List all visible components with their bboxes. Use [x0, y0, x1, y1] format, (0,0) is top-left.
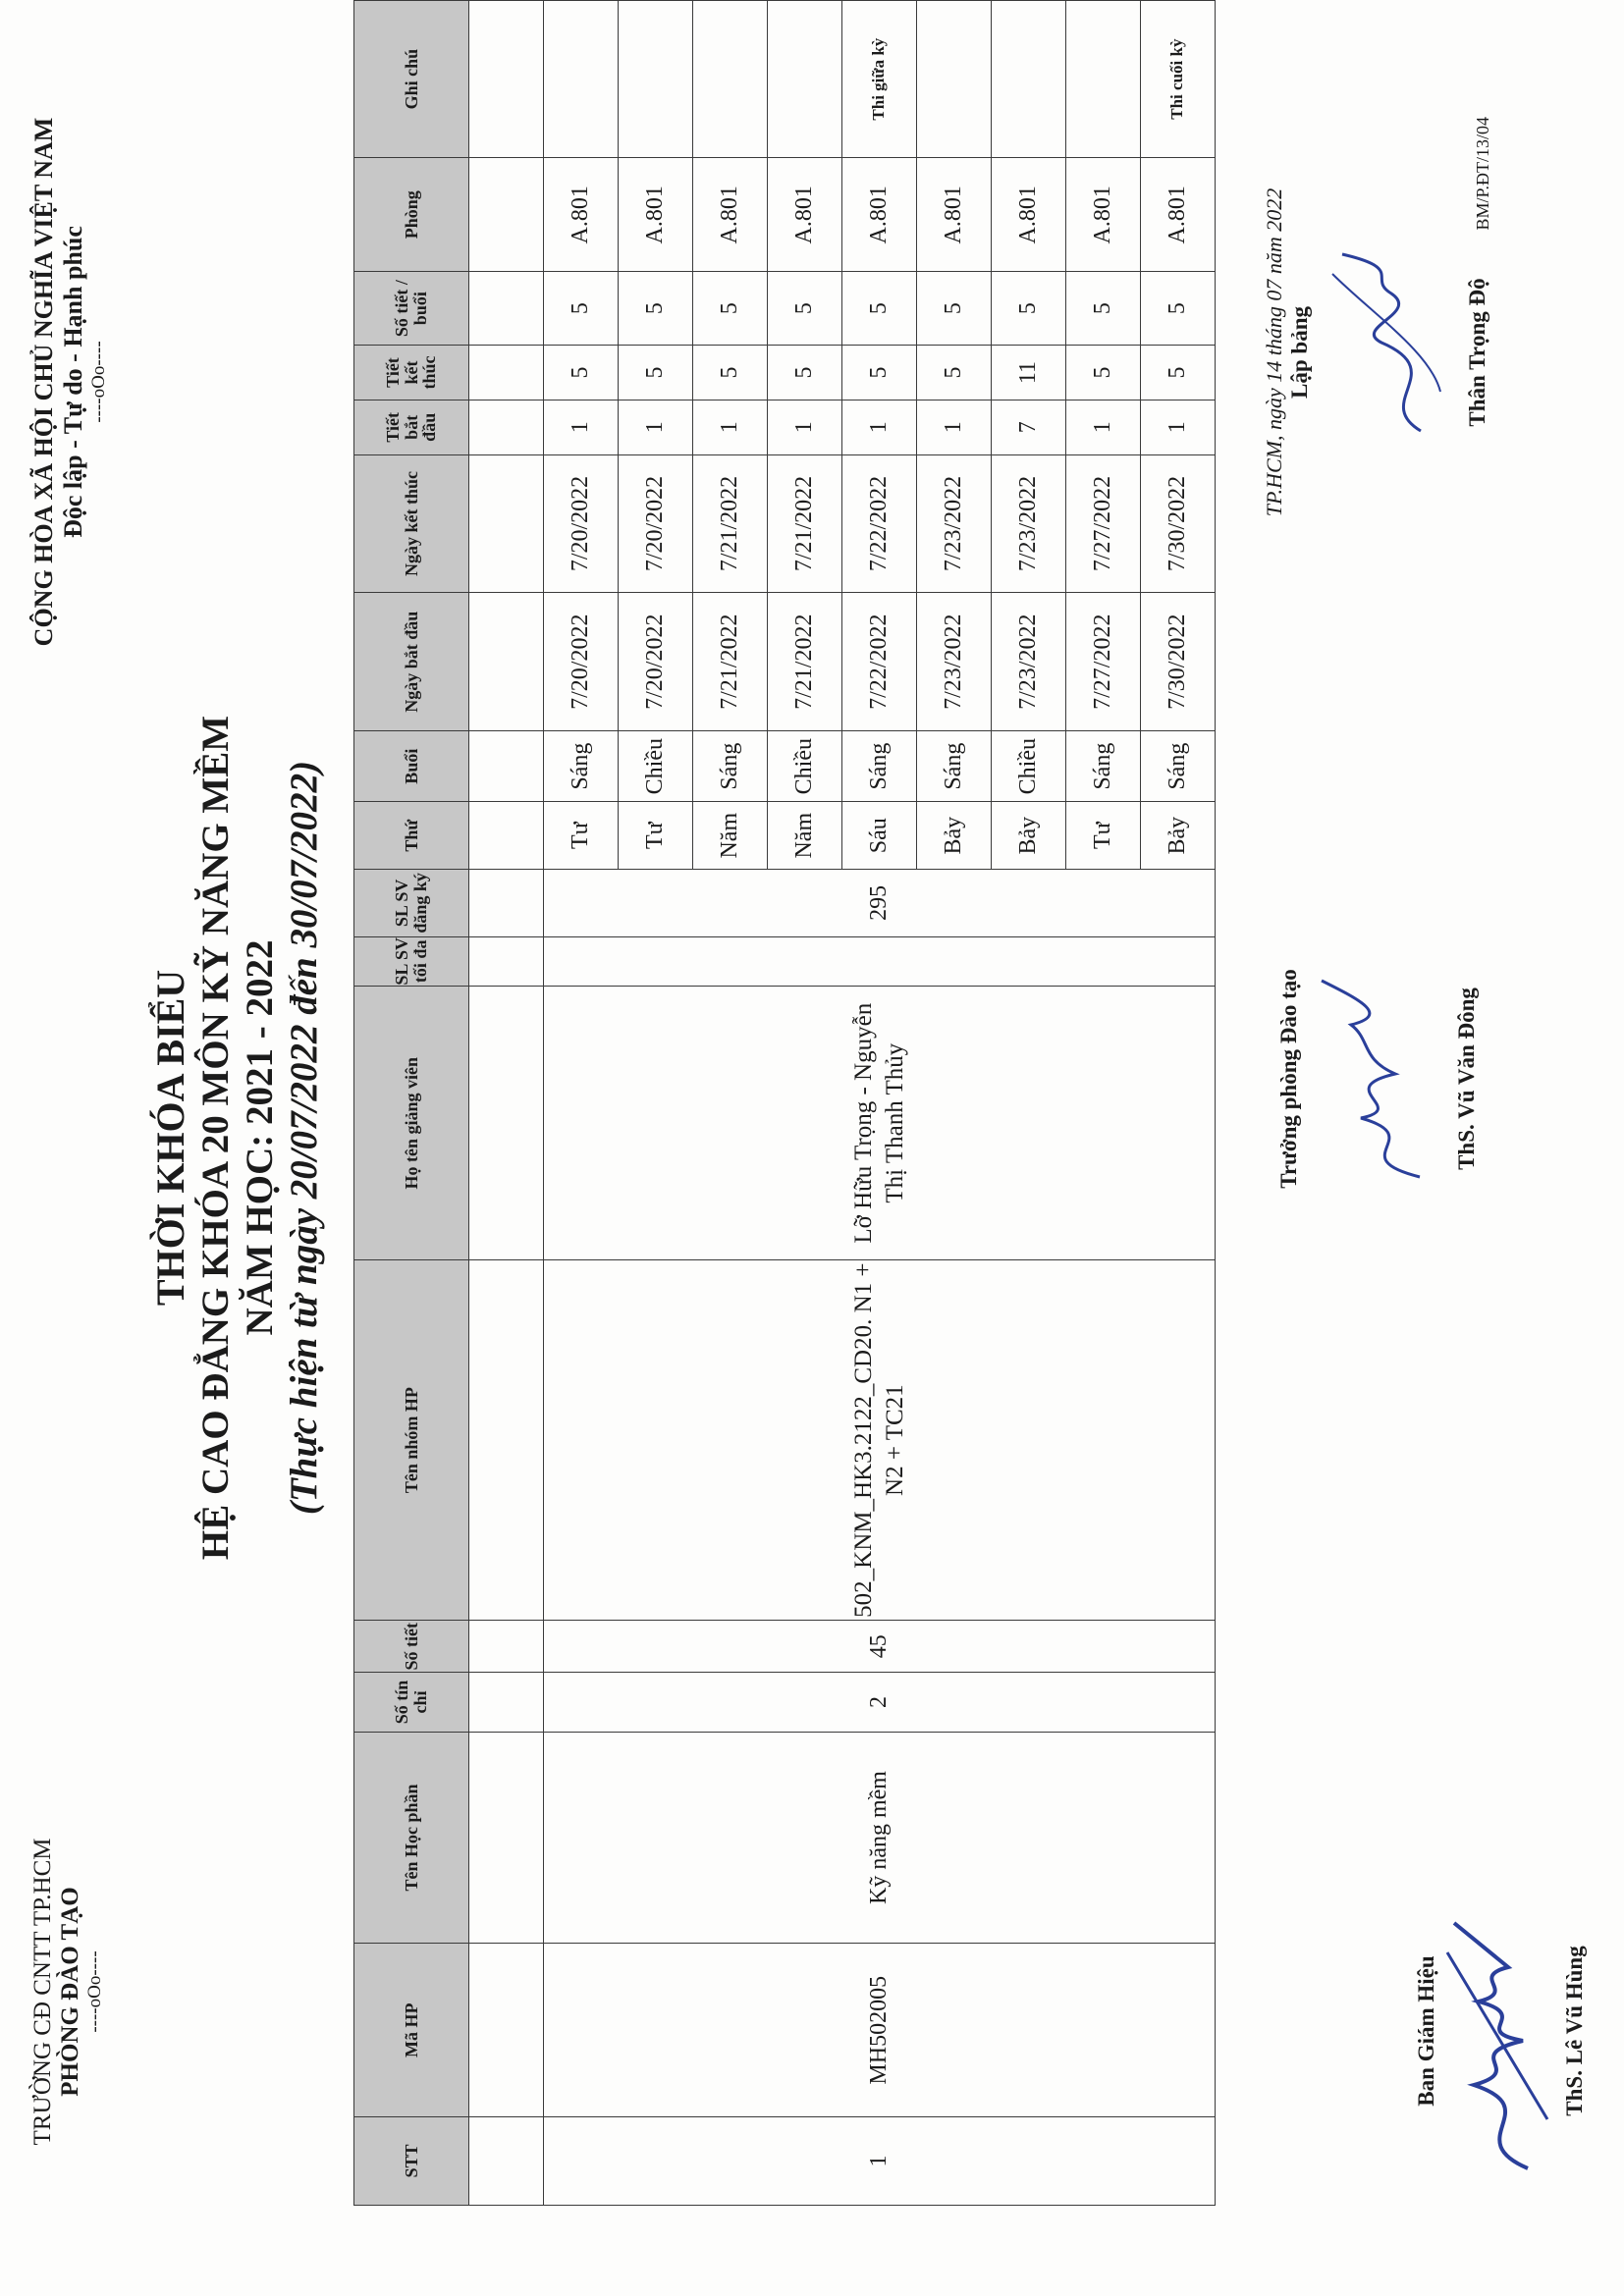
session-end-date: 7/27/2022 — [1066, 454, 1141, 593]
course-credits: 2 — [544, 1673, 1216, 1732]
session-shift: Sáng — [693, 731, 768, 802]
col-ghi-chu: Ghi chú — [354, 1, 469, 158]
session-shift: Sáng — [842, 731, 917, 802]
session-day: Bảy — [917, 802, 992, 870]
session-start-date: 7/21/2022 — [693, 593, 768, 731]
session-shift: Sáng — [1141, 731, 1216, 802]
session-room: A.801 — [917, 158, 992, 272]
session-periods: 5 — [842, 272, 917, 346]
course-registered: 295 — [544, 870, 1216, 936]
table-row-spacer — [469, 1, 544, 2206]
session-end-date: 7/21/2022 — [768, 454, 842, 593]
course-group: 502_KNM_HK3.2122_CD20. N1 + N2 + TC21 — [544, 1260, 1216, 1621]
title-block — [147, 372, 326, 1903]
session-periods: 5 — [1141, 272, 1216, 346]
session-end-date: 7/20/2022 — [619, 454, 693, 593]
session-end-period: 5 — [544, 346, 619, 400]
empty-cell — [469, 2116, 544, 2205]
empty-cell — [469, 936, 544, 987]
form-code: BM/P.ĐT/13/04 — [1473, 117, 1492, 231]
header-right-separator: ----oOo---- — [88, 341, 109, 423]
course-name: Kỹ năng mềm — [544, 1732, 1216, 1944]
page-title: THỜI KHÓA BIỂU — [148, 969, 192, 1307]
header-left-separator: ----oOo---- — [84, 1950, 105, 2033]
session-room: A.801 — [544, 158, 619, 272]
session-end-date: 7/22/2022 — [842, 454, 917, 593]
empty-cell — [469, 272, 544, 346]
session-room: A.801 — [1066, 158, 1141, 272]
session-room: A.801 — [619, 158, 693, 272]
date-range: (Thực hiện từ ngày 20/07/2022 đến 30/07/2022) — [283, 760, 325, 1516]
session-end-period: 5 — [917, 346, 992, 400]
empty-cell — [469, 802, 544, 870]
session-start-period: 1 — [619, 400, 693, 454]
session-start-period: 1 — [693, 400, 768, 454]
course-periods: 45 — [544, 1620, 1216, 1673]
academic-year: NĂM HỌC: 2021 - 2022 — [239, 939, 281, 1336]
session-periods: 5 — [992, 272, 1066, 346]
session-day: Năm — [768, 802, 842, 870]
board-name: ThS. Lê Vũ Hùng — [1562, 1946, 1587, 2116]
prepared-name: Thân Trọng Độ — [1465, 278, 1489, 427]
col-ten-hp: Tên Học phần — [354, 1732, 469, 1944]
session-start-period: 1 — [917, 400, 992, 454]
session-note — [693, 1, 768, 158]
board-signature — [1439, 1884, 1557, 2178]
session-day: Tư — [619, 802, 693, 870]
empty-cell — [469, 731, 544, 802]
session-periods: 5 — [917, 272, 992, 346]
header-right — [29, 78, 110, 686]
session-start-date: 7/23/2022 — [992, 593, 1066, 731]
col-so-tiet: Số tiết — [354, 1620, 469, 1673]
empty-cell — [469, 1944, 544, 2116]
department-name: PHÒNG ĐÀO TẠO — [57, 1887, 83, 2097]
col-tiet-ket-thuc: Tiết kết thúc — [354, 346, 469, 400]
session-shift: Sáng — [917, 731, 992, 802]
session-end-date: 7/23/2022 — [992, 454, 1066, 593]
session-start-period: 1 — [1066, 400, 1141, 454]
table-header-row — [354, 1, 469, 2206]
session-start-date: 7/20/2022 — [544, 593, 619, 731]
session-periods: 5 — [544, 272, 619, 346]
session-start-date: 7/20/2022 — [619, 593, 693, 731]
session-start-period: 1 — [768, 400, 842, 454]
country-name: CỘNG HÒA XÃ HỘI CHỦ NGHĨA VIỆT NAM — [29, 117, 58, 647]
empty-cell — [469, 158, 544, 272]
session-start-period: 1 — [1141, 400, 1216, 454]
session-note: Thi giữa kỳ — [842, 1, 917, 158]
session-periods: 5 — [693, 272, 768, 346]
course-stt: 1 — [544, 2116, 1216, 2205]
session-end-period: 5 — [842, 346, 917, 400]
session-periods: 5 — [1066, 272, 1141, 346]
session-start-date: 7/22/2022 — [842, 593, 917, 731]
session-room: A.801 — [842, 158, 917, 272]
empty-cell — [469, 1, 544, 158]
training-head-signature — [1302, 951, 1449, 1206]
session-end-date: 7/21/2022 — [693, 454, 768, 593]
session-shift: Sáng — [1066, 731, 1141, 802]
session-note — [917, 1, 992, 158]
col-phong: Phòng — [354, 158, 469, 272]
prepared-signature — [1313, 235, 1460, 470]
empty-cell — [469, 987, 544, 1260]
signature-training-head — [1276, 843, 1480, 1314]
empty-cell — [469, 346, 544, 400]
session-day: Bảy — [992, 802, 1066, 870]
session-start-period: 7 — [992, 400, 1066, 454]
prepared-title: Lập bảng — [1287, 306, 1312, 399]
empty-cell — [469, 1673, 544, 1732]
session-end-period: 5 — [768, 346, 842, 400]
col-sl-toi-da: SL SV tối đa — [354, 936, 469, 987]
col-ngay-ket-thuc: Ngày kết thúc — [354, 454, 469, 593]
session-room: A.801 — [768, 158, 842, 272]
session-day: Năm — [693, 802, 768, 870]
session-start-date: 7/21/2022 — [768, 593, 842, 731]
table-row — [544, 1, 619, 2206]
session-shift: Chiều — [768, 731, 842, 802]
empty-cell — [469, 454, 544, 593]
training-head-name: ThS. Vũ Văn Đông — [1454, 988, 1479, 1170]
col-thu: Thứ — [354, 802, 469, 870]
session-note — [619, 1, 693, 158]
session-start-period: 1 — [842, 400, 917, 454]
session-note — [1066, 1, 1141, 158]
page-subtitle: HỆ CAO ĐẲNG KHÓA 20 MÔN KỸ NĂNG MỀM — [194, 715, 237, 1561]
session-end-period: 5 — [619, 346, 693, 400]
empty-cell — [469, 1620, 544, 1673]
course-lecturers: Lỡ Hữu Trọng - Nguyễn Thị Thanh Thủy — [544, 987, 1216, 1260]
national-motto: Độc lập - Tự do - Hạnh phúc — [59, 226, 87, 538]
session-room: A.801 — [992, 158, 1066, 272]
session-end-period: 5 — [1141, 346, 1216, 400]
empty-cell — [469, 400, 544, 454]
empty-cell — [469, 593, 544, 731]
session-day: Bảy — [1141, 802, 1216, 870]
session-start-date: 7/23/2022 — [917, 593, 992, 731]
col-ten-nhom: Tên nhóm HP — [354, 1260, 469, 1621]
session-shift: Sáng — [544, 731, 619, 802]
session-end-date: 7/30/2022 — [1141, 454, 1216, 593]
course-code: MH502005 — [544, 1944, 1216, 2116]
session-note: Thi cuối kỳ — [1141, 1, 1216, 158]
col-so-tiet-buoi: Số tiết / buổi — [354, 272, 469, 346]
session-day: Tư — [544, 802, 619, 870]
empty-cell — [469, 870, 544, 936]
session-note — [544, 1, 619, 158]
training-head-title: Trưởng phòng Đào tạo — [1276, 969, 1301, 1189]
session-end-period: 11 — [992, 346, 1066, 400]
session-end-date: 7/20/2022 — [544, 454, 619, 593]
session-start-date: 7/30/2022 — [1141, 593, 1216, 731]
session-end-date: 7/23/2022 — [917, 454, 992, 593]
col-ma-hp: Mã HP — [354, 1944, 469, 2116]
col-sl-dang-ky: SL SV đăng ký — [354, 870, 469, 936]
header-left — [29, 1687, 106, 2296]
col-buoi: Buổi — [354, 731, 469, 802]
session-shift: Chiều — [992, 731, 1066, 802]
col-giang-vien: Họ tên giảng viên — [354, 987, 469, 1260]
course-max-students — [544, 936, 1216, 987]
session-periods: 5 — [768, 272, 842, 346]
session-room: A.801 — [693, 158, 768, 272]
signature-prepared — [1262, 78, 1490, 627]
session-start-date: 7/27/2022 — [1066, 593, 1141, 731]
col-stt: STT — [354, 2116, 469, 2205]
board-title: Ban Giám Hiệu — [1414, 1955, 1438, 2107]
col-ngay-bat-dau: Ngày bắt đầu — [354, 593, 469, 731]
empty-cell — [469, 1732, 544, 1944]
col-so-tin-chi: Số tín chỉ — [354, 1673, 469, 1732]
timetable — [353, 0, 1216, 2206]
session-end-period: 5 — [693, 346, 768, 400]
session-periods: 5 — [619, 272, 693, 346]
session-shift: Chiều — [619, 731, 693, 802]
session-day: Sáu — [842, 802, 917, 870]
session-note — [768, 1, 842, 158]
col-tiet-bat-dau: Tiết bắt đầu — [354, 400, 469, 454]
school-name: TRƯỜNG CĐ CNTT TP.HCM — [29, 1838, 56, 2146]
session-end-period: 5 — [1066, 346, 1141, 400]
session-day: Tư — [1066, 802, 1141, 870]
signature-board — [1414, 1786, 1588, 2276]
place-date: TP.HCM, ngày 14 tháng 07 năm 2022 — [1262, 187, 1286, 517]
session-room: A.801 — [1141, 158, 1216, 272]
empty-cell — [469, 1260, 544, 1621]
session-start-period: 1 — [544, 400, 619, 454]
session-note — [992, 1, 1066, 158]
